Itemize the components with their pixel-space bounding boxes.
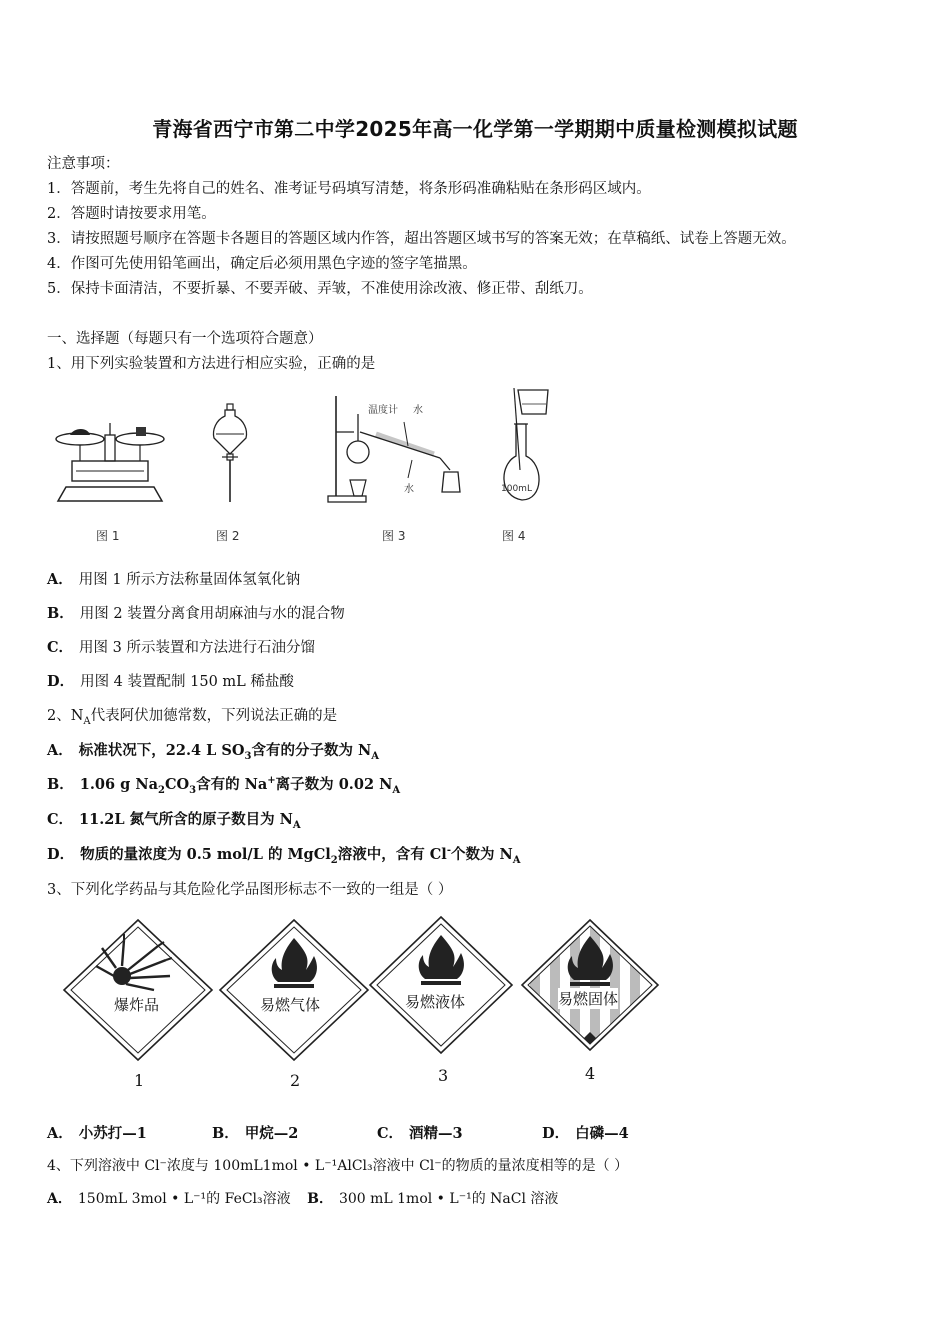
q4-option-b-label: B． <box>307 1191 333 1207</box>
notice-item-5: 5．保持卡面清洁，不要折暴、不要弄破、弄皱，不准使用涂改液、修正带、刮纸刀。 <box>47 281 593 297</box>
q2-stem-post: 代表阿伏加德常数，下列说法正确的是 <box>90 708 338 724</box>
hazard-number-1: 1 <box>134 1071 145 1090</box>
fig4-volume-mark: 100mL <box>501 484 532 494</box>
q2-option-b-p4: 离子数为 0.02 N <box>275 776 393 793</box>
notice-item-4: 4．作图可先使用铅笔画出，确定后必须用黑色字迹的签字笔描黑。 <box>47 256 477 272</box>
fig2-separatory-funnel <box>210 402 250 506</box>
q1-stem: 1、用下列实验装置和方法进行相应实验，正确的是 <box>47 356 376 372</box>
q3-option-c-label: C． <box>377 1125 404 1142</box>
q3-option-d-label: D． <box>542 1125 570 1142</box>
q1-option-a-label: A． <box>47 571 73 588</box>
hazard-number-3: 3 <box>438 1066 449 1085</box>
q3-option-b-text: 甲烷—2 <box>244 1125 299 1142</box>
q2-stem-sub: A <box>83 715 91 727</box>
hazard-sign-explosive <box>62 918 214 1062</box>
section-heading: 一、选择题（每题只有一个选项符合题意） <box>47 331 323 347</box>
hazard-number-4: 4 <box>585 1064 596 1083</box>
notice-item-1: 1．答题前，考生先将自己的姓名、准考证号码填写清楚，将条形码准确粘贴在条形码区域内。 <box>47 181 651 197</box>
q2-option-a-s1: 3 <box>244 750 252 762</box>
q2-option-c <box>47 808 301 831</box>
q2-option-d-s1: 2 <box>330 854 338 866</box>
page-title: 青海省西宁市第二中学2025年高一化学第一学期期中质量检测模拟试题 <box>152 117 798 141</box>
q1-option-b-label: B． <box>47 605 74 622</box>
fig4-label: 图 4 <box>502 529 526 543</box>
q2-option-a-s2: A <box>371 750 380 762</box>
hazard-sign-4-label: 易燃固体 <box>558 990 619 1008</box>
q4-stem: 4、下列溶液中 Cl⁻浓度与 100mL1mol • L⁻¹AlCl₃溶液中 Cl⁻的物质的量浓度相等的是（ ） <box>47 1158 629 1174</box>
notice-item-2: 2．答题时请按要求用笔。 <box>47 206 216 222</box>
q3-option-b <box>212 1122 298 1143</box>
q2-option-c-s1: A <box>292 819 301 831</box>
fig3-water-in-label: 水 <box>413 405 423 416</box>
notice-item-3: 3．请按照题号顺序在答题卡各题目的答题区域内作答，超出答题区域书写的答案无效；在草稿纸、试卷上答题无效。 <box>47 231 796 247</box>
q4-options-row <box>47 1188 558 1208</box>
q2-option-d-sup: - <box>446 845 451 857</box>
fig3-label: 图 3 <box>382 529 406 543</box>
q1-option-d-label: D． <box>47 673 75 690</box>
q3-option-d-text: 白磷—4 <box>575 1125 629 1142</box>
notice-heading: 注意事项： <box>47 156 120 172</box>
q3-option-c-text: 酒精—3 <box>409 1125 463 1142</box>
q1-option-a-text: 用图 1 所示方法称量固体氢氧化钠 <box>78 572 301 588</box>
fig3-thermometer-label: 温度计 <box>368 405 398 416</box>
q2-option-c-label: C． <box>47 811 74 828</box>
q1-option-b <box>47 602 345 623</box>
hazard-sign-flammable-liquid <box>368 915 514 1055</box>
q2-option-c-p1: 11.2L 氮气所含的原子数目为 N <box>79 811 293 828</box>
q2-option-b-sup: + <box>267 775 276 787</box>
q2-option-b-s3: A <box>392 784 401 796</box>
q2-option-b-label: B． <box>47 776 74 793</box>
fig2-label: 图 2 <box>216 529 240 543</box>
q4-option-a-label: A． <box>47 1191 72 1207</box>
q2-option-a-p1: 标准状况下，22.4 L SO <box>78 742 245 759</box>
q2-stem <box>47 704 337 727</box>
hazard-number-2: 2 <box>290 1071 301 1090</box>
hazard-sign-flammable-gas <box>218 918 370 1062</box>
q4-option-a-text: 150mL 3mol • L⁻¹的 FeCl₃溶液 <box>77 1191 291 1207</box>
q2-option-b-p1: 1.06 g Na <box>79 776 158 793</box>
q1-option-d <box>47 670 294 691</box>
hazard-sign-3-label: 易燃液体 <box>405 993 466 1011</box>
q2-option-a-p2: 含有的分子数为 N <box>251 742 372 759</box>
q2-stem-pre: 2、N <box>47 708 84 724</box>
q1-option-c-label: C． <box>47 639 74 656</box>
q1-option-c-text: 用图 3 所示装置和方法进行石油分馏 <box>79 640 315 656</box>
q2-option-d-p3: 个数为 N <box>450 846 513 863</box>
q2-option-b <box>47 773 400 796</box>
q4-option-b-text: 300 mL 1mol • L⁻¹的 NaCl 溶液 <box>338 1191 559 1207</box>
q1-option-b-text: 用图 2 装置分离食用胡麻油与水的混合物 <box>79 606 345 622</box>
fig1-balance-illustration <box>50 415 170 507</box>
q3-option-c <box>377 1122 463 1143</box>
fig3-distillation-apparatus <box>324 392 474 506</box>
q3-stem: 3、下列化学药品与其危险化学品图形标志不一致的一组是（ ） <box>47 882 453 898</box>
q3-option-a-label: A． <box>47 1125 73 1142</box>
hazard-sign-2-label: 易燃气体 <box>260 996 321 1014</box>
q2-option-b-p3: 含有的 Na <box>196 776 268 793</box>
q2-option-d <box>47 843 521 866</box>
q2-option-b-s1: 2 <box>157 784 165 796</box>
q1-option-a <box>47 568 300 589</box>
q2-option-b-p2: CO <box>164 776 190 793</box>
q3-option-b-label: B． <box>212 1125 239 1142</box>
fig1-label: 图 1 <box>96 529 120 543</box>
q3-option-a <box>47 1122 147 1143</box>
q1-option-d-text: 用图 4 装置配制 150 mL 稀盐酸 <box>80 674 294 690</box>
q2-option-d-label: D． <box>47 846 75 863</box>
q2-option-b-s2: 3 <box>189 784 197 796</box>
q3-option-d <box>542 1122 629 1143</box>
hazard-sign-flammable-solid <box>520 918 660 1052</box>
q3-option-a-text: 小苏打—1 <box>78 1125 147 1142</box>
q2-option-d-p1: 物质的量浓度为 0.5 mol/L 的 MgCl <box>80 846 331 863</box>
q2-option-a <box>47 739 379 762</box>
q2-option-d-p2: 溶液中，含有 Cl <box>337 846 447 863</box>
q1-option-c <box>47 636 315 657</box>
q2-option-d-s2: A <box>512 854 521 866</box>
q2-option-a-label: A． <box>47 742 73 759</box>
fig3-water-out-label: 水 <box>404 484 414 495</box>
hazard-sign-1-label: 爆炸品 <box>114 996 160 1014</box>
